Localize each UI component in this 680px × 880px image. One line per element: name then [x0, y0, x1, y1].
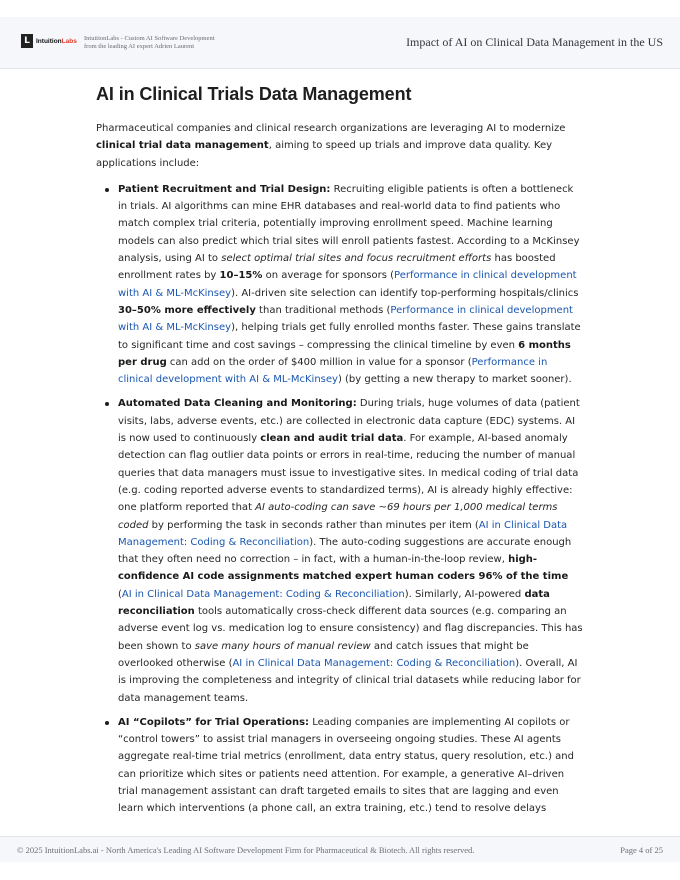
item-text: has boosted enrollment rates by	[118, 253, 556, 282]
intro-text: , aiming to speed up trials and improve data quality. Key applications include:	[96, 140, 553, 169]
item-text: ). AI-driven site selection can identify top-performing hospitals/clinics	[231, 287, 579, 299]
item-italic: select optimal trial sites and focus recruitment efforts	[221, 253, 492, 265]
item-text: by performing the task in seconds rather than minutes per item (	[148, 519, 479, 531]
item-text: During trials, huge volumes of data (patient visits, labs, adverse events, etc.) are collected in electronic data capture (EDC) systems. AI is now used to continuously	[118, 398, 580, 445]
tagline-line-1: IntuitionLabs - Custom AI Software Development	[84, 35, 215, 42]
company-logo[interactable]	[21, 34, 77, 48]
item-text: (	[118, 588, 122, 600]
footer-copyright: © 2025 IntuitionLabs.ai - North America's Leading AI Software Development Firm for Pharmaceutical & Biotech. All rights reserved.	[17, 845, 475, 855]
item-italic: AI auto-coding can save ~69 hours per 1,000 medical terms coded	[118, 502, 558, 531]
item-heading: Automated Data Cleaning and Monitoring:	[118, 398, 357, 410]
item-text: ). Similarly, AI-powered	[404, 588, 525, 600]
logo-mark-icon: L	[21, 34, 33, 48]
item-bold: 6 months per drug	[118, 339, 571, 368]
list-item-data-cleaning	[96, 395, 584, 706]
item-text: than traditional methods (	[255, 304, 391, 316]
citation-link[interactable]: Performance in clinical development with AI & ML-McKinsey	[118, 356, 548, 386]
main-content	[96, 82, 584, 825]
logo-wordmark	[36, 38, 77, 45]
page-header	[0, 17, 680, 69]
intro-paragraph	[96, 120, 584, 172]
item-heading: AI “Copilots” for Trial Operations:	[118, 716, 310, 728]
citation-link[interactable]: AI in Clinical Data Management: Coding & Reconciliation	[121, 588, 405, 600]
item-text: can add on the order of $400 million in value for a sponsor (	[166, 356, 472, 368]
item-text: ) (by getting a new therapy to market sooner).	[337, 374, 572, 386]
citation-link[interactable]: AI in Clinical Data Management: Coding & Reconciliation	[232, 657, 516, 669]
item-text: . For example, AI-based anomaly detection can flag outlier data points or errors in real-time, reducing the number of manual queries that data managers must issue to investigative sites. In medical coding of trial data (e.g. coding reported adverse events to standardized terms), AI is already highly effective: one platform reported that	[118, 433, 579, 514]
tagline-line-2: from the leading AI expert Adrien Laurent	[84, 43, 195, 50]
item-text: and catch issues that might be overlooked otherwise (	[118, 640, 529, 669]
item-text: Leading companies are implementing AI copilots or “control towers” to assist trial managers in overseeing ongoing studies. These AI agents aggregate real-time trial metrics (enrollment, data entry status, query resolution, etc.) and can prioritize which sites or patients need attention. For example, a generative AI–driven trial management assistant can draft targeted emails to sites that are lagging and even learn which interventions (a phone call, an extra training, etc.) tend to resolve delays	[118, 716, 574, 815]
item-text: ). Overall, AI is improving the completeness and integrity of clinical trial datasets while reducing labor for data management teams.	[118, 657, 581, 704]
item-text: ), helping trials get fully enrolled months faster. These gains translate to significant time and cost savings – compressing the clinical timeline by even	[118, 322, 581, 351]
item-heading: Patient Recruitment and Trial Design:	[118, 183, 331, 195]
item-bold: 10–15%	[219, 270, 263, 282]
item-text: ). The auto-coding suggestions are accurate enough that they often need no correction – in fact, with a human-in-the-loop review,	[118, 536, 572, 566]
item-bold: clean and audit trial data	[260, 433, 404, 445]
item-text: on average for sponsors (	[262, 270, 395, 282]
intro-text: Pharmaceutical companies and clinical research organizations are leveraging AI to modernize	[96, 123, 566, 134]
page-footer	[0, 836, 680, 862]
page-number: Page 4 of 25	[620, 845, 663, 855]
item-text: Recruiting eligible patients is often a bottleneck in trials. AI algorithms can mine EHR databases and real-world data to find patients who match complex trial criteria, potentially improving enrollment speed. Machine learning models can also predict which trial sites will enroll patients fastest. According to a McKinsey analysis, using AI to	[118, 183, 580, 265]
citation-link[interactable]: Performance in clinical development with AI & ML-McKinsey	[118, 270, 577, 299]
item-italic: save many hours of manual review	[194, 640, 371, 652]
page-title: AI in Clinical Trials Data Management	[96, 84, 412, 104]
citation-link[interactable]: AI in Clinical Data Management: Coding & Reconciliation	[118, 519, 568, 548]
item-bold: data reconciliation	[118, 588, 550, 618]
applications-list	[96, 181, 584, 818]
intro-bold: clinical trial data management	[96, 140, 269, 152]
citation-link[interactable]: Performance in clinical development with AI & ML-McKinsey	[118, 304, 573, 334]
list-item-ai-copilots	[96, 714, 584, 818]
logo-name-primary: Intuition	[36, 37, 62, 45]
item-text: tools automatically cross-check different data sources (e.g. comparing an adverse event log vs. medication log to ensure consistency) and flag discrepancies. This has been shown to	[118, 606, 583, 652]
list-item-patient-recruitment	[96, 181, 584, 389]
item-bold: high-confidence AI code assignments matched expert human coders 96% of the time	[118, 554, 569, 583]
header-tagline	[84, 35, 215, 51]
item-bold: 30–50% more effectively	[118, 304, 256, 316]
document-title: Impact of AI on Clinical Data Management in the US	[406, 35, 663, 49]
logo-name-accent: Labs	[61, 37, 77, 45]
